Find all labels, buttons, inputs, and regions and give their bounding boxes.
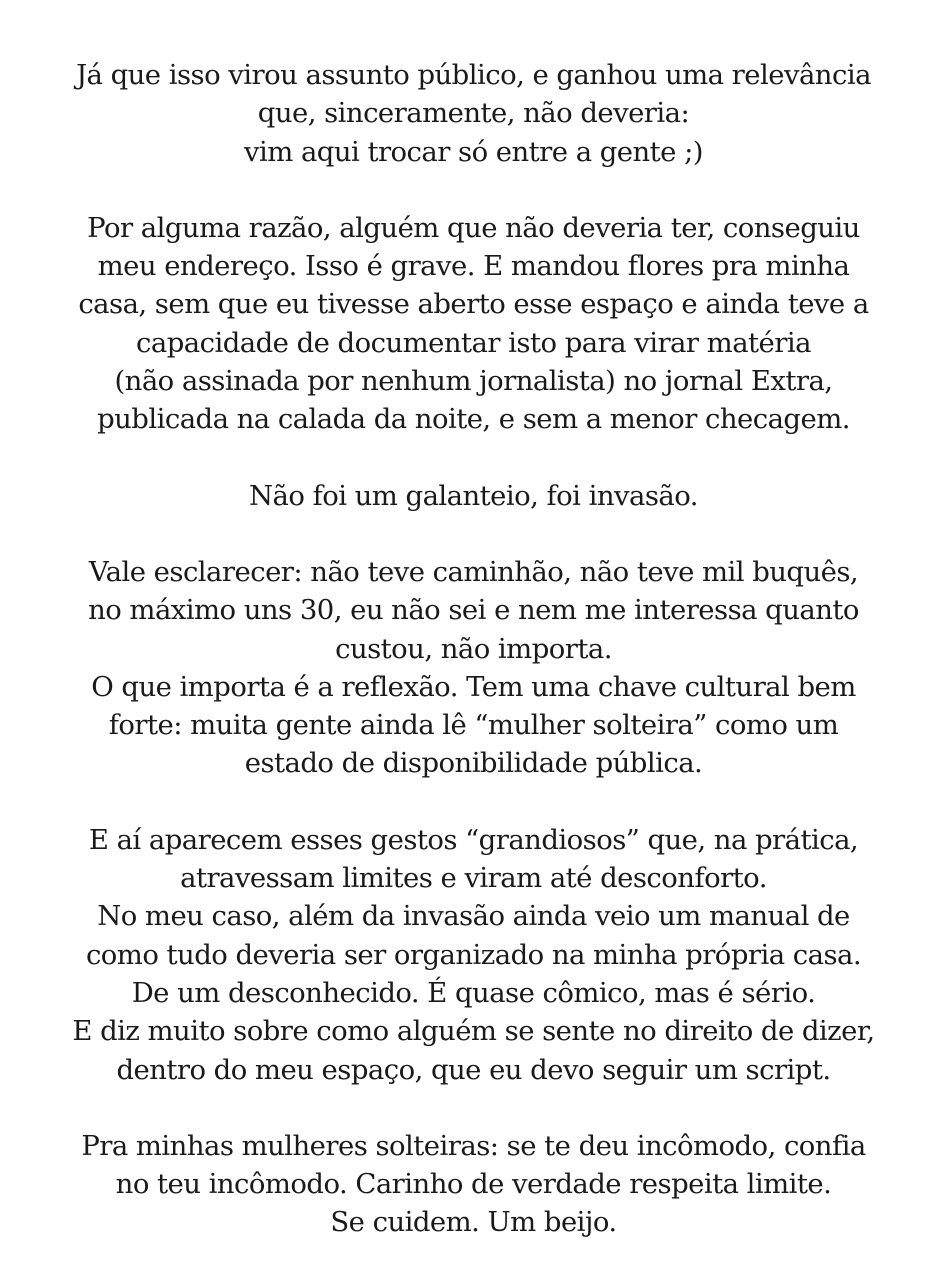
text-line: E aí aparecem esses gestos “grandiosos” que, na prática, (88, 823, 859, 856)
text-line: Vale esclarecer: não teve caminhão, não teve mil buquês, (88, 555, 859, 588)
text-line: estado de disponibilidade pública. (244, 747, 703, 780)
text-line: No meu caso, além da invasão ainda veio um manual de (97, 900, 850, 933)
text-line: forte: muita gente ainda lê “mulher solteira” como um (108, 709, 839, 742)
paragraph-closing (24, 1127, 924, 1242)
text-line: no teu incômodo. Carinho de verdade respeita limite. (115, 1168, 832, 1201)
text-line: publicada na calada da noite, e sem a menor checagem. (97, 403, 850, 436)
text-line: capacidade de documentar isto para virar matéria (136, 326, 811, 359)
paragraph-clarification (24, 553, 924, 783)
text-line: Já que isso virou assunto público, e ganhou uma relevância (76, 59, 871, 91)
text-line: O que importa é a reflexão. Tem uma chave cultural bem (91, 670, 856, 703)
text-line: atravessam limites e viram até desconforto. (180, 862, 767, 895)
paragraph-intro (24, 56, 924, 171)
text-line: dentro do meu espaço, que eu devo seguir um script. (116, 1053, 831, 1086)
text-line: Pra minhas mulheres solteiras: se te deu incômodo, confia (81, 1129, 866, 1162)
text-line: De um desconhecido. É quase cômico, mas é sério. (131, 976, 816, 1009)
text-line: custou, não importa. (335, 632, 612, 665)
text-line: vim aqui trocar só entre a gente ;) (244, 135, 703, 168)
text-line: no máximo uns 30, eu não sei e nem me interessa quanto (88, 594, 859, 627)
text-line: Por alguma razão, alguém que não deveria ter, conseguiu (87, 211, 860, 244)
text-line: Não foi um galanteio, foi invasão. (249, 479, 698, 512)
text-line: que, sinceramente, não deveria: (257, 97, 690, 130)
text-line: (não assinada por nenhum jornalista) no jornal Extra, (114, 365, 833, 398)
text-line: casa, sem que eu tivesse aberto esse espaço e ainda teve a (78, 288, 869, 321)
text-line: meu endereço. Isso é grave. E mandou flores pra minha (97, 250, 850, 283)
text-line: E diz muito sobre como alguém se sente no direito de dizer, (72, 1015, 875, 1048)
paragraph-invasion (24, 477, 924, 515)
paragraph-address (24, 209, 924, 439)
paragraph-gestures (24, 821, 924, 1089)
text-line: Se cuidem. Um beijo. (330, 1206, 617, 1239)
text-line: como tudo deveria ser organizado na minha própria casa. (85, 938, 862, 971)
